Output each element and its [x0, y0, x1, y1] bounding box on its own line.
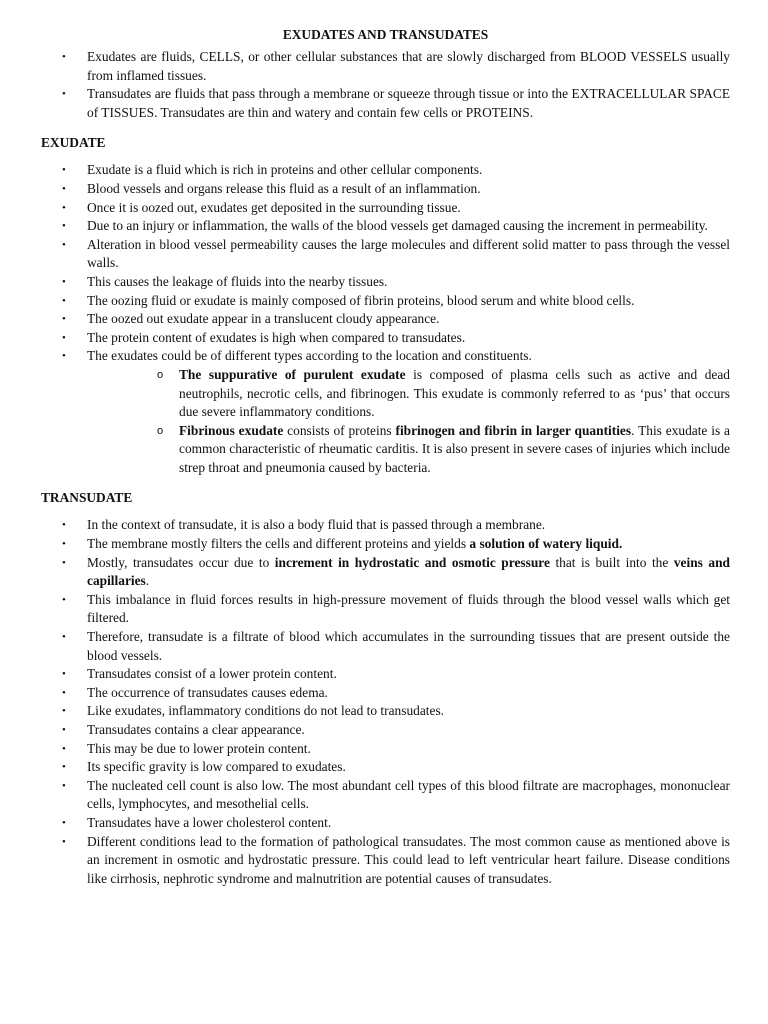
- list-item: • The membrane mostly filters the cells and different proteins and yields a solution of watery liquid.: [41, 535, 730, 554]
- bullet-icon: •: [62, 724, 66, 736]
- document-title: EXUDATES AND TRANSUDATES: [282, 27, 489, 42]
- transudate-list: [41, 516, 730, 888]
- sub-list-item: o The suppurative of purulent exudate is composed of plasma cells such as active and dead neutrophils, necrotic cells, and fibrinogen. This exudate is commonly referred to as ‘pus’ that occurs due severe inflammatory conditions.: [157, 366, 731, 420]
- section-heading-exudate: EXUDATE: [41, 135, 106, 151]
- list-item: • This imbalance in fluid forces results in high-pressure movement of fluids through the blood vessel walls which get filtered.: [62, 591, 730, 626]
- list-item: • The exudates could be of different types according to the location and constituents. o The suppurative of purulent exudate is composed of plasma cells such as active and dead neutrophils, necrotic cells, and fibrinogen. This exudate is commonly referred to as ‘pus’ that occurs due severe inflammatory conditions. o Fibrinous exudate consists of proteins fibrinogen and fibrin in larger quantities. This exudate is a common characteristic of rheumatic carditis. It is also present in severe cases of injuries which include strep throat and pneumonia caused by bacteria.: [41, 347, 730, 477]
- list-item: • Exudates are fluids, CELLS, or other cellular substances that are slowly discharged from BLOOD VESSELS usually from inflamed tissues.: [62, 49, 730, 83]
- bullet-icon: •: [62, 275, 66, 288]
- bullet-icon: •: [62, 761, 66, 774]
- list-item: • The oozed out exudate appear in a translucent cloudy appearance.: [41, 310, 730, 329]
- list-item: • Exudate is a fluid which is rich in proteins and other cellular components.: [41, 161, 730, 180]
- bullet-icon: •: [62, 331, 66, 344]
- bullet-icon: •: [62, 779, 66, 792]
- list-item: • The oozing fluid or exudate is mainly composed of fibrin proteins, blood serum and white blood cells.: [41, 292, 730, 311]
- bullet-icon: •: [62, 220, 66, 233]
- list-item: • Alteration in blood vessel permeability causes the large molecules and different solid matter to pass through the vessel walls.: [62, 236, 730, 271]
- bullet-icon: •: [62, 538, 66, 551]
- circle-bullet-icon: o: [157, 368, 164, 381]
- list-item: • The nucleated cell count is also low. The most abundant cell types of this blood filtrate are macrophages, mononuclear cells, lymphocytes, and mesothelial cells.: [62, 777, 730, 812]
- bullet-icon: •: [62, 816, 66, 829]
- sub-list-item: o Fibrinous exudate consists of proteins fibrinogen and fibrin in larger quantities. This exudate is a common characteristic of rheumatic carditis. It is also present in severe cases of injuries which include strep throat and pneumonia caused by bacteria.: [157, 422, 730, 475]
- circle-bullet-icon: o: [157, 424, 164, 437]
- list-item: • The occurrence of transudates causes edema.: [41, 684, 730, 703]
- bullet-icon: •: [62, 238, 66, 251]
- bullet-icon: •: [62, 835, 66, 848]
- bullet-icon: •: [62, 686, 66, 699]
- list-item: • This may be due to lower protein content.: [41, 740, 730, 759]
- bullet-icon: •: [62, 313, 66, 326]
- bullet-icon: •: [62, 294, 66, 307]
- list-item: • This causes the leakage of fluids into the nearby tissues.: [41, 273, 730, 292]
- bullet-icon: •: [62, 51, 66, 63]
- list-item: • Once it is oozed out, exudates get deposited in the surrounding tissue.: [41, 199, 730, 218]
- bullet-icon: •: [62, 631, 66, 644]
- list-item: • Different conditions lead to the formation of pathological transudates. The most common cause as mentioned above is an increment in osmotic and hydrostatic pressure. This could lead to left ventricular heart failure. Disease conditions like cirrhosis, nephrotic syndrome and malnutrition are potential causes of transudates.: [62, 833, 730, 886]
- bullet-icon: •: [62, 519, 66, 532]
- bullet-icon: •: [62, 593, 66, 606]
- bullet-icon: •: [62, 182, 66, 195]
- list-item: • Blood vessels and organs release this fluid as a result of an inflammation.: [41, 180, 730, 199]
- exudate-types-list: [87, 366, 730, 478]
- section-heading-transudate: TRANSUDATE: [41, 490, 133, 506]
- intro-list: [41, 48, 730, 122]
- list-item: • Mostly, transudates occur due to increment in hydrostatic and osmotic pressure that is built into the veins and capillaries.: [62, 554, 730, 589]
- bullet-icon: •: [62, 556, 66, 569]
- list-item: • Transudates consist of a lower protein content.: [41, 665, 730, 684]
- bullet-icon: •: [62, 705, 66, 718]
- bullet-icon: •: [62, 350, 66, 363]
- list-item: • Its specific gravity is low compared to exudates.: [41, 758, 730, 777]
- list-item: • Therefore, transudate is a filtrate of blood which accumulates in the surrounding tissues that are present outside the blood vessels.: [62, 629, 730, 663]
- bullet-icon: •: [62, 201, 66, 214]
- list-item: • The protein content of exudates is high when compared to transudates.: [41, 329, 730, 348]
- bullet-icon: •: [62, 88, 66, 101]
- list-item: • Due to an injury or inflammation, the walls of the blood vessels get damaged causing the increment in permeability.: [41, 217, 730, 236]
- bullet-icon: •: [62, 742, 66, 755]
- bullet-icon: •: [62, 164, 66, 177]
- list-item: • Like exudates, inflammatory conditions do not lead to transudates.: [41, 702, 730, 721]
- list-item: • Transudates are fluids that pass through a membrane or squeeze through tissue or into the EXTRACELLULAR SPACE of TISSUES. Transudates are thin and watery and contain few cells or PROTEINS.: [62, 86, 730, 120]
- bullet-icon: •: [62, 668, 66, 681]
- list-item: • In the context of transudate, it is also a body fluid that is passed through a membrane.: [41, 516, 730, 535]
- list-item: • Transudates contains a clear appearance.: [41, 721, 730, 740]
- exudate-list: [41, 161, 730, 477]
- list-item: • Transudates have a lower cholesterol content.: [41, 814, 730, 833]
